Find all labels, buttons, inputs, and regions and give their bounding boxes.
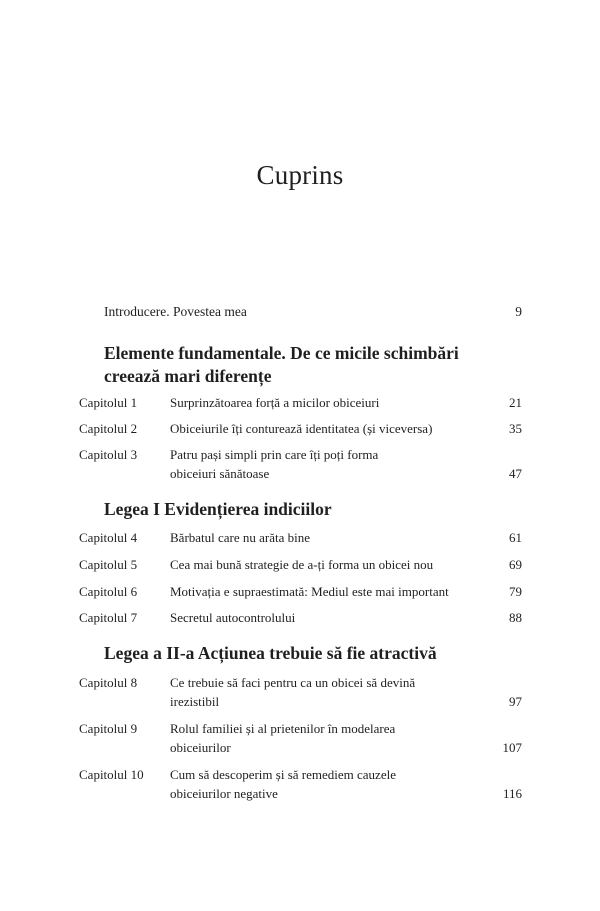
chapter-page-number: 35 [509,421,522,436]
chapter-page-number: 107 [502,740,522,755]
toc-row [79,393,522,412]
chapter-title: Ce trebuie să faci pentru ca un obicei să devină irezistibil [170,675,416,709]
chapter-label: Capitolul 1 [79,395,138,410]
chapter-label: Capitolul 3 [79,447,138,462]
chapter-title: Patru pași simpli prin care îți poți forma obiceiuri sănătoase [170,447,379,481]
chapter-page-number: 61 [509,530,522,545]
toc-row [79,445,522,483]
chapter-label: Capitolul 2 [79,421,138,436]
chapter-page-number: 21 [509,395,522,410]
chapter-label: Capitolul 9 [79,721,138,736]
chapter-page-number: 79 [509,584,522,599]
chapter-title: Surprinzătoarea forță a micilor obiceiuri [170,395,380,410]
toc-row [79,673,522,711]
toc-row [79,719,522,757]
page-title: Cuprins [256,160,344,190]
chapter-label: Capitolul 8 [79,675,138,690]
chapter-label: Capitolul 6 [79,584,138,599]
section-heading: Elemente fundamentale. De ce micile schimbări creează mari diferențe [104,343,459,386]
section-heading: Legea I Evidențierea indiciilor [104,499,332,519]
chapter-page-number: 116 [502,786,522,801]
toc-row [79,582,522,601]
chapter-page-number: 88 [509,610,522,625]
toc-row [79,419,522,438]
chapter-label: Capitolul 10 [79,767,144,782]
chapter-title: Motivația e supraestimată: Mediul este mai important [170,584,449,599]
toc-intro [104,304,522,320]
chapter-label: Capitolul 4 [79,530,138,545]
chapter-title: Cum să descoperim și să remediem cauzele obiceiurilor negative [170,767,396,801]
intro-label: Introducere. Povestea mea [104,304,247,319]
chapter-title: Rolul familiei și al prietenilor în modelarea obiceiurilor [170,721,396,755]
toc-row [79,528,522,547]
chapter-title: Bărbatul care nu arăta bine [170,530,311,545]
section-heading: Legea a II-a Acțiunea trebuie să fie atractivă [104,643,437,663]
chapter-title: Cea mai bună strategie de a-ți forma un obicei nou [170,557,434,572]
chapter-title: Secretul autocontrolului [170,610,296,625]
chapter-page-number: 97 [509,694,522,709]
intro-page-number: 9 [515,304,522,319]
chapter-label: Capitolul 5 [79,557,138,572]
chapter-page-number: 47 [509,466,522,481]
toc-row [79,555,522,574]
chapter-title: Obiceiurile îți conturează identitatea (și viceversa) [170,421,433,436]
chapter-page-number: 69 [509,557,522,572]
toc-row [79,765,522,803]
toc-row [79,608,522,627]
chapter-label: Capitolul 7 [79,610,138,625]
